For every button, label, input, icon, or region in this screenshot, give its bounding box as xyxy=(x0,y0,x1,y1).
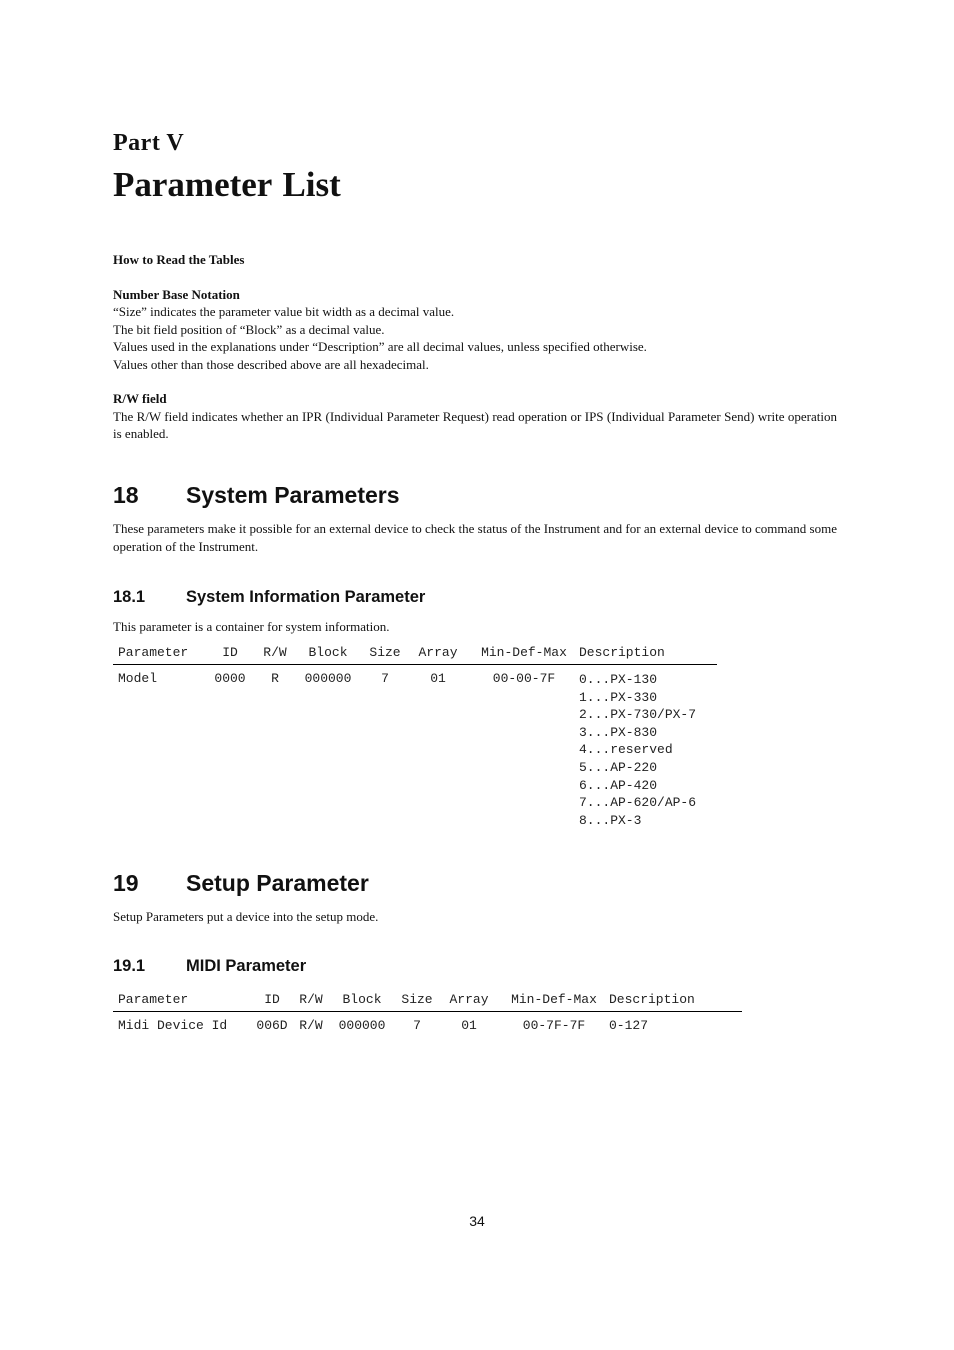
number-base-line-hex: Values other than those described above are all hexadecimal. xyxy=(113,356,429,372)
column-header-id: ID xyxy=(203,645,257,665)
section-19-1-heading xyxy=(113,957,306,976)
column-header-size: Size xyxy=(363,645,407,665)
section-18-1-heading xyxy=(113,588,425,607)
part-title: Parameter List xyxy=(113,165,341,204)
section-18-heading xyxy=(113,482,400,509)
column-header-rw: R/W xyxy=(257,645,293,665)
column-header-parameter: Parameter xyxy=(113,645,203,665)
column-header-description: Description xyxy=(579,645,717,665)
column-header-parameter: Parameter xyxy=(113,992,251,1012)
cell-array: 01 xyxy=(430,671,446,686)
rw-field-text: The R/W field indicates whether an IPR (Individual Parameter Request) read operation or IPS (Individual Parameter Send) write operation is enabled. xyxy=(113,408,837,441)
how-to-read-section xyxy=(113,251,837,443)
cell-block: 000000 xyxy=(304,671,352,686)
description-item: 0...PX-130 xyxy=(579,672,658,687)
cell-rw: R/W xyxy=(299,1018,323,1033)
number-base-line-size: “Size” indicates the parameter value bit width as a decimal value. xyxy=(113,304,455,319)
section-18-title: System Parameters xyxy=(186,482,400,508)
number-base-line-description: Values used in the explanations under “Description” are all decimal values, unless specified otherwise. xyxy=(113,339,647,354)
part-label: Part V xyxy=(113,130,185,156)
column-header-min-def-max: Min-Def-Max xyxy=(499,992,609,1012)
midi-parameter-table xyxy=(113,992,742,1033)
column-header-block: Block xyxy=(293,645,363,665)
section-19-1-title: MIDI Parameter xyxy=(186,957,307,975)
description-item: 8...PX-3 xyxy=(579,812,642,828)
section-19-heading xyxy=(113,870,369,897)
section-18-1-text: This parameter is a container for system information. xyxy=(113,619,390,634)
cell-block: 000000 xyxy=(338,1018,386,1033)
cell-size: 7 xyxy=(413,1018,421,1033)
column-header-array: Array xyxy=(439,992,499,1012)
description-item: 1...PX-330 xyxy=(579,689,658,705)
cell-min-def-max: 00-00-7F xyxy=(492,671,556,686)
section-19-number: 19 xyxy=(113,870,139,896)
system-info-table xyxy=(113,645,717,829)
table-row xyxy=(113,1012,742,1034)
how-to-read-heading: How to Read the Tables xyxy=(113,252,245,267)
section-18-1-title: System Information Parameter xyxy=(186,588,426,606)
cell-id: 006D xyxy=(256,1018,288,1033)
description-item: 6...AP-420 xyxy=(579,777,658,793)
description-item: 5...AP-220 xyxy=(579,759,658,775)
column-header-min-def-max: Min-Def-Max xyxy=(469,645,579,665)
page-number: 34 xyxy=(469,1213,485,1229)
section-18-1-number: 18.1 xyxy=(113,588,146,606)
description-item: 7...AP-620/AP-6 xyxy=(579,795,697,811)
description-item: 2...PX-730/PX-7 xyxy=(579,707,697,723)
cell-parameter: Midi Device Id xyxy=(118,1018,228,1033)
column-header-block: Block xyxy=(329,992,395,1012)
column-header-rw: R/W xyxy=(293,992,329,1012)
section-19-title: Setup Parameter xyxy=(186,870,369,896)
description-item: 3...PX-830 xyxy=(579,724,658,740)
rw-field-heading: R/W field xyxy=(113,391,167,406)
cell-id: 0000 xyxy=(214,671,246,686)
table-header-row xyxy=(113,992,742,1012)
number-base-heading: Number Base Notation xyxy=(113,286,240,302)
cell-description xyxy=(579,665,717,830)
column-header-description: Description xyxy=(609,992,742,1012)
section-19-text: Setup Parameters put a device into the setup mode. xyxy=(113,909,379,924)
cell-description: 0-127 xyxy=(609,1018,649,1033)
column-header-id: ID xyxy=(251,992,293,1012)
cell-array: 01 xyxy=(461,1018,477,1033)
table-header-row xyxy=(113,645,717,665)
cell-size: 7 xyxy=(381,671,389,686)
section-18-number: 18 xyxy=(113,482,139,508)
cell-rw: R xyxy=(271,671,279,686)
description-item: 4...reserved xyxy=(579,742,673,758)
section-18-text: These parameters make it possible for an external device to check the status of the Instrument and for an external device to command some operation of the Instrument. xyxy=(113,521,837,554)
number-base-line-block: The bit field position of “Block” as a decimal value. xyxy=(113,321,385,337)
cell-parameter: Model xyxy=(118,671,158,686)
table-row xyxy=(113,665,717,830)
cell-min-def-max: 00-7F-7F xyxy=(522,1018,586,1033)
section-19-1-number: 19.1 xyxy=(113,957,146,975)
column-header-size: Size xyxy=(395,992,439,1012)
column-header-array: Array xyxy=(407,645,469,665)
